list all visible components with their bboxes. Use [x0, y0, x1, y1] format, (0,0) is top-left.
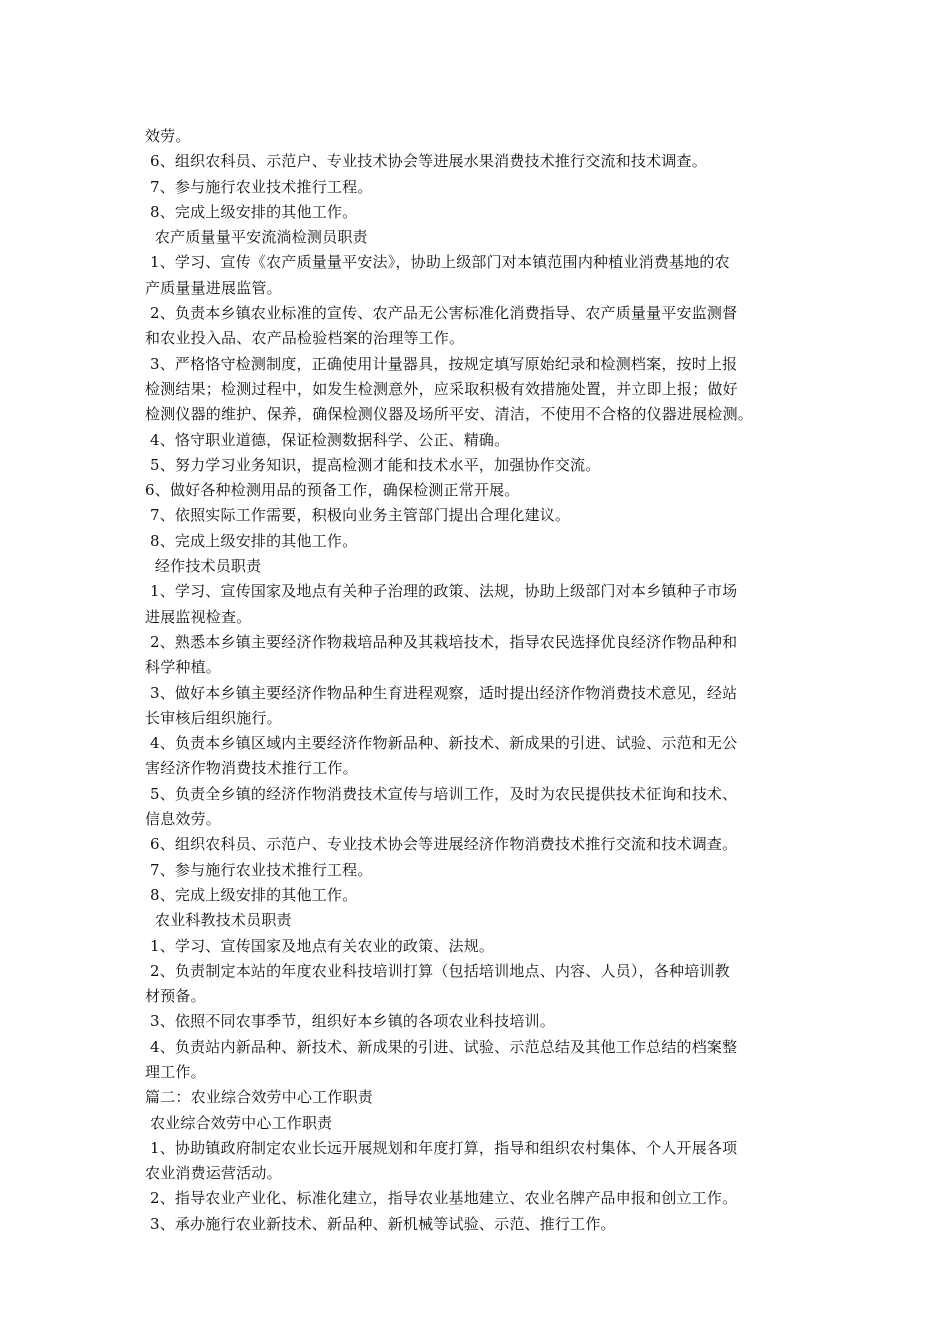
text-line: 1、学习、宣传国家及地点有关农业的政策、法规。 — [145, 936, 495, 955]
text-line: 4、负责本乡镇区域内主要经济作物新品种、新技术、新成果的引进、试验、示范和无公 — [145, 734, 738, 753]
text-line: 3、依照不同农事季节，组织好本乡镇的各项农业科技培训。 — [145, 1012, 555, 1031]
text-line: 产质量量进展监管。 — [145, 278, 282, 297]
text-line: 6、组织农科员、示范户、专业技术协会等进展水果消费技术推行交流和技术调查。 — [145, 152, 707, 171]
text-line: 害经济作物消费技术推行工作。 — [145, 759, 358, 778]
text-line: 7、参与施行农业技术推行工程。 — [145, 860, 373, 879]
text-line: 信息效劳。 — [145, 810, 222, 829]
text-line: 农业消费运营活动。 — [145, 1164, 282, 1183]
text-line: 2、指导农业产业化、标准化建立，指导农业基地建立、农业名牌产品申报和创立工作。 — [145, 1189, 738, 1208]
text-line: 2、负责本乡镇农业标准的宣传、农产品无公害标准化消费指导、农产质量量平安监测督 — [145, 304, 738, 323]
document-body — [145, 124, 810, 1237]
text-line: 1、学习、宣传国家及地点有关种子治理的政策、法规，协助上级部门对本乡镇种子市场 — [145, 582, 738, 601]
text-line: 6、做好各种检测用品的预备工作，确保检测正常开展。 — [145, 481, 520, 500]
text-line: 2、负责制定本站的年度农业科技培训打算（包括培训地点、内容、人员），各种培训教 — [145, 961, 730, 980]
text-line: 农业科教技术员职责 — [145, 911, 292, 930]
text-line: 农业综合效劳中心工作职责 — [145, 1113, 333, 1132]
text-line: 科学种植。 — [145, 658, 222, 677]
text-line: 3、做好本乡镇主要经济作物品种生育进程观察，适时提出经济作物消费技术意见，经站 — [145, 683, 738, 702]
text-line: 农产质量量平安流淌检测员职责 — [145, 228, 368, 247]
text-line: 理工作。 — [145, 1062, 206, 1081]
text-line: 7、依照实际工作需要，积极向业务主管部门提出合理化建议。 — [145, 506, 571, 525]
text-line: 1、学习、宣传《农产质量量平安法》，协助上级部门对本镇范围内种植业消费基地的农 — [145, 253, 730, 272]
text-line: 2、熟悉本乡镇主要经济作物栽培品种及其栽培技术，指导农民选择优良经济作物品种和 — [145, 632, 738, 651]
text-line: 经作技术员职责 — [145, 557, 262, 576]
text-line: 3、承办施行农业新技术、新品种、新机械等试验、示范、推行工作。 — [145, 1214, 616, 1233]
text-line: 篇二：农业综合效劳中心工作职责 — [145, 1088, 374, 1107]
text-line: 3、严格恪守检测制度，正确使用计量器具，按规定填写原始纪录和检测档案，按时上报 — [145, 354, 738, 373]
text-line: 和农业投入品、农产品检验档案的治理等工作。 — [145, 329, 465, 348]
text-line: 检测仪器的维护、保养，确保检测仪器及场所平安、清洁，不使用不合格的仪器进展检测。 — [145, 405, 754, 424]
text-line: 8、完成上级安排的其他工作。 — [145, 531, 358, 550]
text-line: 6、组织农科员、示范户、专业技术协会等进展经济作物消费技术推行交流和技术调查。 — [145, 835, 738, 854]
text-line: 材预备。 — [145, 987, 206, 1006]
text-line: 长审核后组织施行。 — [145, 708, 282, 727]
text-line: 8、完成上级安排的其他工作。 — [145, 885, 358, 904]
text-line: 4、恪守职业道德，保证检测数据科学、公正、精确。 — [145, 430, 510, 449]
text-line: 1、协助镇政府制定农业长远开展规划和年度打算，指导和组织农村集体、个人开展各项 — [145, 1138, 738, 1157]
text-line: 5、努力学习业务知识，提高检测才能和技术水平，加强协作交流。 — [145, 455, 601, 474]
text-line: 8、完成上级安排的其他工作。 — [145, 202, 358, 221]
text-line: 7、参与施行农业技术推行工程。 — [145, 177, 373, 196]
text-line: 4、负责站内新品种、新技术、新成果的引进、试验、示范总结及其他工作总结的档案整 — [145, 1037, 738, 1056]
text-line: 检测结果；检测过程中，如发生检测意外，应采取积极有效措施处置，并立即上报；做好 — [145, 379, 738, 398]
text-line: 5、负责全乡镇的经济作物消费技术宣传与培训工作，及时为农民提供技术征询和技术、 — [145, 784, 738, 803]
text-line: 效劳。 — [145, 127, 191, 145]
text-line: 进展监视检查。 — [145, 607, 252, 626]
